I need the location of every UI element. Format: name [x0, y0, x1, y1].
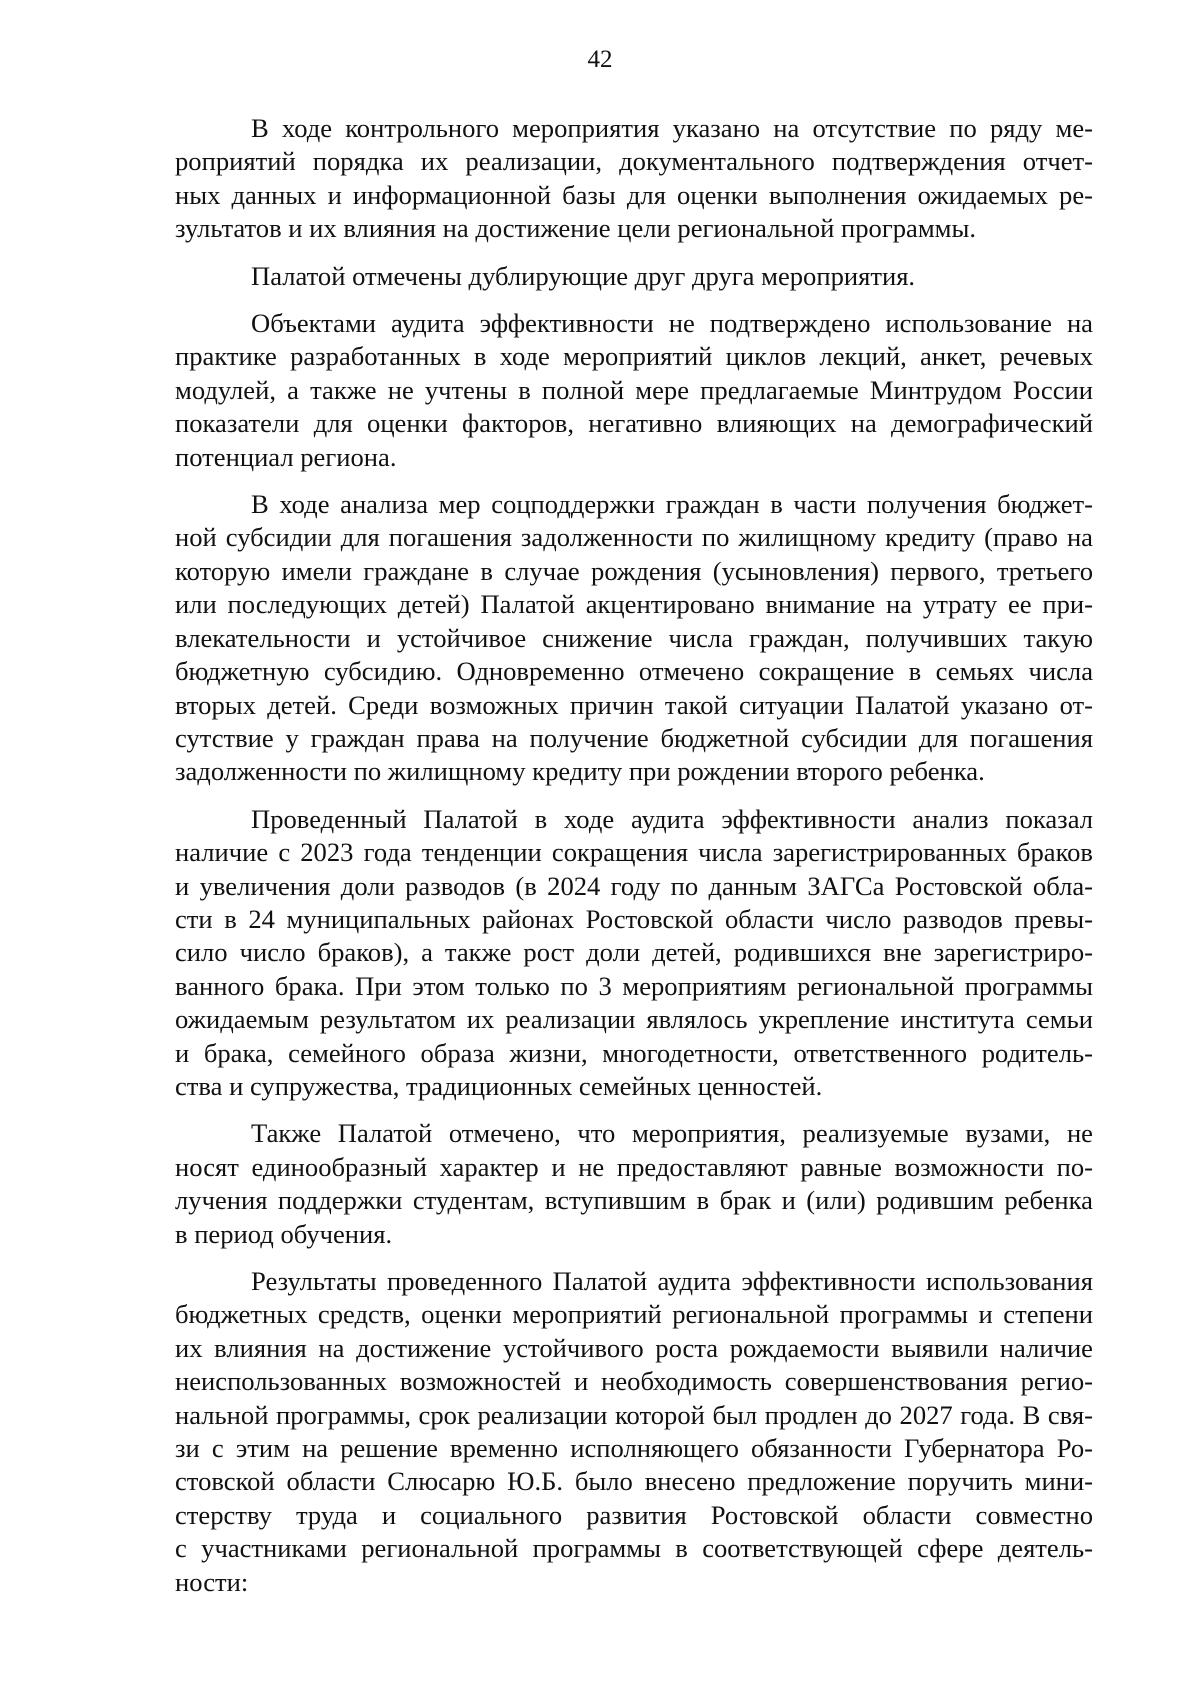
text-line: Палатой отмечены дублирующие друг друга мероприятия. [251, 260, 916, 291]
text-line: Результаты проведенного Палатой аудита эффективности использования [251, 1266, 1093, 1296]
document-body [175, 112, 1093, 1599]
text-line: или последующих детей) Палатой акцентировано внимание на утрату ее при- [175, 589, 1093, 620]
paragraph [175, 488, 1093, 789]
text-line: Объектами аудита эффективности не подтверждено использование на [251, 308, 1093, 339]
text-line: модулей, а также не учтены в полной мере предлагаемые Минтрудом России [175, 374, 1093, 405]
paragraph [175, 1265, 1093, 1599]
text-line: ности: [175, 1566, 249, 1597]
text-line: в период обучения. [175, 1218, 393, 1249]
text-line: и увеличения доли разводов (в 2024 году по данным ЗАГСа Ростовской обла- [175, 870, 1093, 901]
text-line: ства и супружества, традиционных семейных ценностей. [175, 1070, 823, 1101]
text-line: потенциал региона. [175, 441, 397, 472]
text-line: стовской области Слюсарю Ю.Б. было внесено предложение поручить мини- [175, 1466, 1093, 1497]
text-line: роприятий порядка их реализации, документального подтверждения отчет- [175, 146, 1093, 177]
text-line: сило число браков), а также рост доли детей, родившихся вне зарегистриро- [175, 937, 1093, 968]
text-line: В ходе анализа мер соцподдержки граждан в части получения бюджет- [251, 489, 1093, 520]
text-line: их влияния на достижение устойчивого роста рождаемости выявили наличие [175, 1332, 1093, 1363]
text-line: наличие с 2023 года тенденции сокращения числа зарегистрированных браков [175, 837, 1093, 868]
text-line: которую имели граждане в случае рождения (усыновления) первого, третьего [175, 555, 1093, 586]
text-line: влекательности и устойчивое снижение числа граждан, получивших такую [175, 622, 1093, 653]
text-line: неиспользованных возможностей и необходимость совершенствования регио- [175, 1366, 1093, 1397]
text-line: В ходе контрольного мероприятия указано на отсутствие по ряду ме- [251, 113, 1093, 143]
text-line: сутствие у граждан права на получение бюджетной субсидии для погашения [175, 722, 1093, 753]
text-line: показатели для оценки факторов, негативно влияющих на демографический [175, 408, 1093, 439]
text-line: ванного брака. При этом только по 3 мероприятиям региональной программы [175, 970, 1093, 1001]
text-line: Проведенный Палатой в ходе аудита эффективности анализ показал [251, 803, 1093, 834]
text-line: сти в 24 муниципальных районах Ростовской области число разводов превы- [175, 903, 1093, 934]
paragraph [175, 803, 1093, 1104]
text-line: ных данных и информационной базы для оценки выполнения ожидаемых ре- [175, 179, 1093, 210]
text-line: лучения поддержки студентам, вступившим в брак и (или) родившим ребенка [175, 1185, 1093, 1216]
text-line: с участниками региональной программы в соответствующей сфере деятель- [175, 1533, 1093, 1564]
text-line: бюджетных средств, оценки мероприятий региональной программы и степени [175, 1299, 1093, 1330]
text-line: нальной программы, срок реализации которой был продлен до 2027 года. В свя- [175, 1399, 1093, 1430]
page-number: 42 [587, 46, 613, 73]
text-line: зи с этим на решение временно исполняющего обязанности Губернатора Ро- [175, 1433, 1093, 1464]
paragraph [175, 112, 1093, 246]
text-line: носят единообразный характер и не предоставляют равные возможности по- [175, 1151, 1093, 1182]
paragraph [175, 1117, 1093, 1251]
text-line: и брака, семейного образа жизни, многодетности, ответственного родитель- [175, 1037, 1093, 1068]
text-line: практике разработанных в ходе мероприятий циклов лекций, анкет, речевых [175, 341, 1093, 372]
paragraph [175, 260, 1093, 293]
text-line: зультатов и их влияния на достижение цели региональной программы. [175, 213, 977, 244]
text-line: Также Палатой отмечено, что мероприятия, реализуемые вузами, не [251, 1118, 1093, 1149]
text-line: бюджетную субсидию. Одновременно отмечено сокращение в семьях числа [175, 656, 1093, 687]
text-line: задолженности по жилищному кредиту при рождении второго ребенка. [175, 756, 985, 787]
paragraph [175, 307, 1093, 474]
text-line: стерству труда и социального развития Ростовской области совместно [175, 1499, 1093, 1530]
text-line: ной субсидии для погашения задолженности по жилищному кредиту (право на [175, 522, 1093, 553]
text-line: ожидаемым результатом их реализации являлось укрепление института семьи [175, 1004, 1093, 1035]
text-line: вторых детей. Среди возможных причин такой ситуации Палатой указано от- [175, 689, 1093, 720]
